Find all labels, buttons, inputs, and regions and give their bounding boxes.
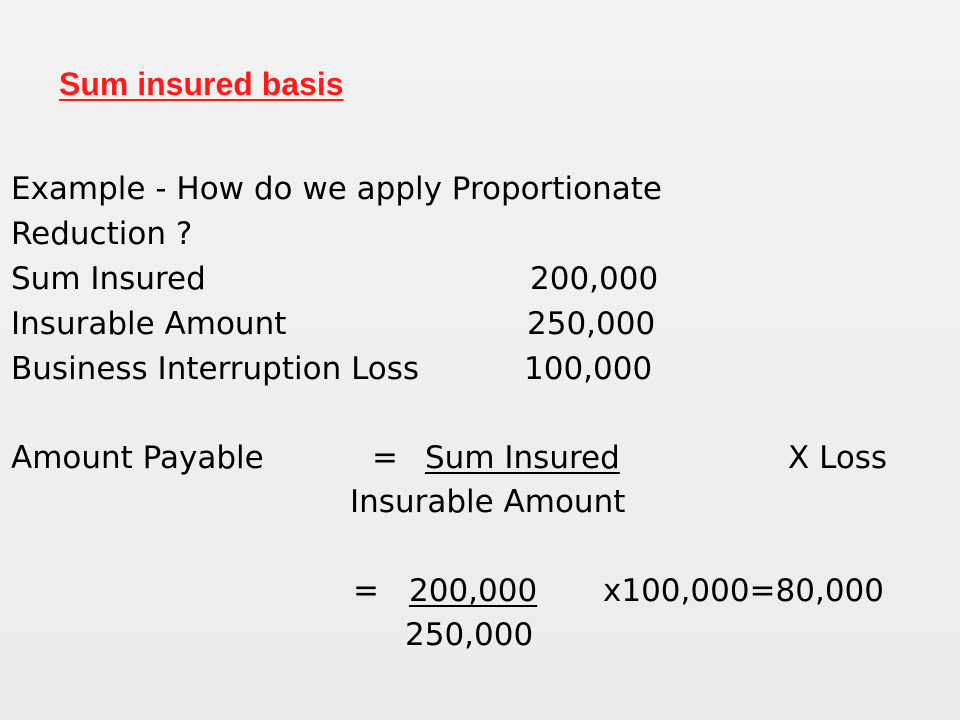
amount-payable-label: Amount Payable [11,440,264,476]
calculation-denominator: 250,000 [405,617,534,653]
formula-denominator: Insurable Amount [350,484,626,520]
example-line-1: Example - How do we apply Proportionate [11,171,662,207]
calculation-result: x100,000=80,000 [603,573,884,609]
calculation-equals-sign: = [353,573,379,609]
insurable-amount-label: Insurable Amount [11,306,287,342]
business-interruption-loss-label: Business Interruption Loss [11,351,420,387]
calculation-numerator: 200,000 [409,573,538,609]
slide-title: Sum insured basis [59,66,344,102]
sum-insured-value: 200,000 [530,261,659,297]
formula-numerator: Sum Insured [425,440,620,476]
formula-equals-sign: = [372,440,398,476]
business-interruption-loss-value: 100,000 [524,351,653,387]
insurable-amount-value: 250,000 [527,306,656,342]
example-line-2: Reduction ? [11,216,193,252]
sum-insured-label: Sum Insured [11,261,206,297]
formula-multiplier: X Loss [788,440,888,476]
